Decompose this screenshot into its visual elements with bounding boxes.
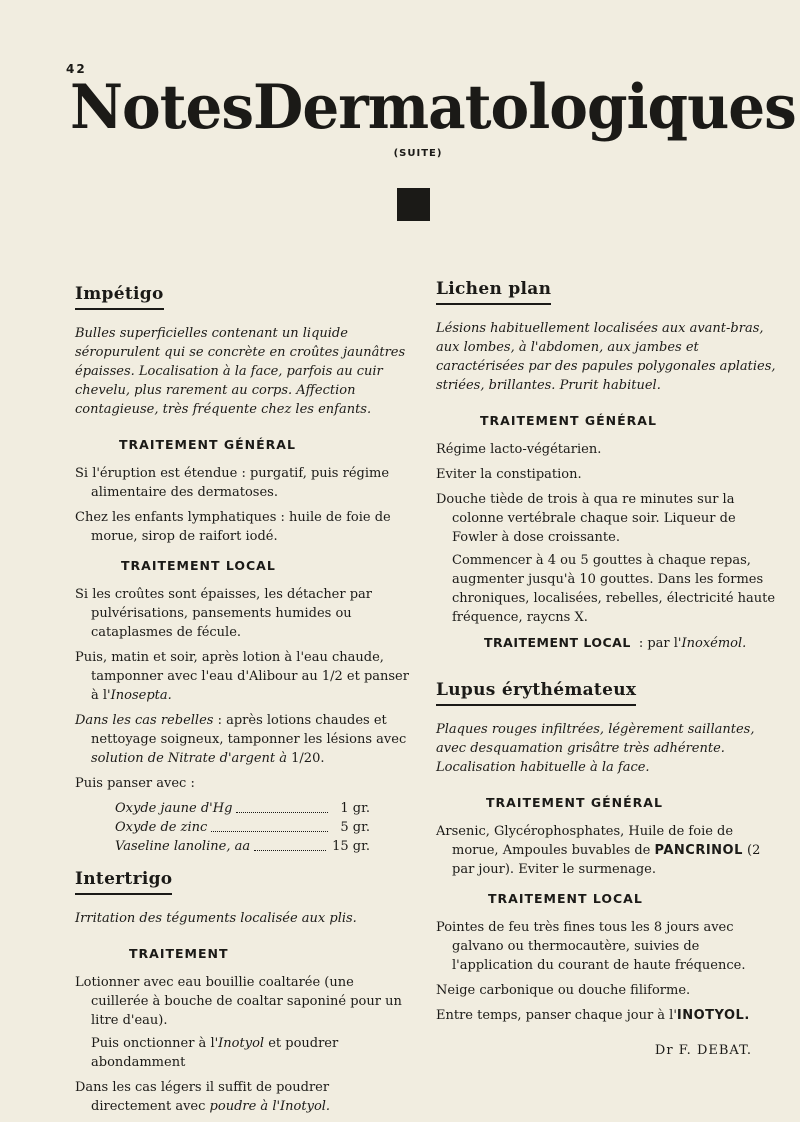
lichen-p3: Douche tiède de trois à qua re minutes sur la colonne vertébrale chaque soir. Liqueur de Fowler à dose croissante.	[436, 492, 736, 545]
inoxemol-name: Inoxémol.	[681, 636, 747, 651]
lichen-local-prefix: : par l'	[638, 636, 682, 651]
lupus-p1-text: Arsenic, Glycérophosphates, Huile de foie de morue, Ampoules buvables de	[436, 824, 734, 858]
recipe-row	[115, 837, 370, 856]
lichen-p1: Régime lacto-végétarien.	[436, 442, 602, 457]
right-column	[436, 280, 776, 1060]
nitrate-solution: solution de Nitrate d'argent à	[91, 751, 288, 766]
intertrigo-p3-text: Dans les cas légers il suffit de poudrer directement avec	[75, 1080, 330, 1114]
section-heading-intertrigo: Intertrigo	[75, 870, 172, 895]
lupus-p4	[436, 1006, 776, 1025]
lichen-local-heading: TRAITEMENT LOCAL	[484, 635, 631, 650]
lupus-p4-text: Entre temps, panser chaque jour à l'	[436, 1008, 677, 1023]
intertrigo-p3	[75, 1078, 410, 1116]
recipe-item: Oxyde de zinc	[115, 820, 208, 835]
recipe-qty: 1 gr.	[340, 801, 370, 816]
impetigo-local-p1: Si les croûtes sont épaisses, les détacher par pulvérisations, pansements humides ou cataplasmes de fécule.	[75, 587, 373, 640]
intertrigo-p1: Lotionner avec eau bouillie coaltarée (une cuillerée à bouche de coaltar saponiné pour un litre d'eau).	[75, 975, 402, 1028]
impetigo-local-p3	[75, 711, 410, 768]
left-column	[75, 285, 410, 1122]
inotyol-brand: INOTYOL.	[676, 1008, 750, 1023]
title-word-notes: Notes	[70, 71, 254, 143]
recipe-row	[115, 818, 370, 837]
recipe-item: Oxyde jaune d'Hg	[115, 801, 233, 816]
leader-dots	[254, 837, 326, 851]
title-word-dermatologiques: Dermatologiques	[253, 71, 796, 143]
lichen-general-heading: TRAITEMENT GÉNÉRAL	[480, 413, 657, 428]
impetigo-local-heading: TRAITEMENT LOCAL	[121, 558, 276, 573]
inosepta-name: Inosepta.	[110, 688, 172, 703]
impetigo-general-heading: TRAITEMENT GÉNÉRAL	[119, 437, 296, 452]
section-heading-lichen: Lichen plan	[436, 280, 551, 305]
lupus-p2: Pointes de feu très fines tous les 8 jours avec galvano ou thermocautère, suivies de l'application du courant de haute fréquence.	[436, 920, 746, 973]
impetigo-general-p2: Chez les enfants lymphatiques : huile de foie de morue, sirop de raifort iodé.	[75, 510, 391, 544]
pancrinol-name: PANCRINOL	[654, 843, 743, 858]
lupus-p3: Neige carbonique ou douche filiforme.	[436, 983, 691, 998]
lupus-general-heading: TRAITEMENT GÉNÉRAL	[486, 795, 663, 810]
recipe-row	[115, 799, 370, 818]
impetigo-intro: Bulles superficielles contenant un liquide séropurulent qui se concrète en croûtes jaunâtres épaisses. Localisation à la face, parfois au cuir chevelu, plus rarement au corps. Affection contagieuse, très fréquente chez les enfants.	[75, 326, 406, 417]
intertrigo-treatment-heading: TRAITEMENT	[129, 946, 229, 961]
spacer	[436, 667, 776, 681]
impetigo-local-p2	[75, 648, 410, 705]
intertrigo-intro: Irritation des téguments localisée aux plis.	[75, 911, 357, 926]
leader-dots	[236, 799, 328, 813]
page-number: 42	[66, 62, 87, 76]
lupus-intro: Plaques rouges infiltrées, légèrement saillantes, avec desquamation grisâtre très adhérente. Localisation habituelle à la face.	[436, 722, 755, 775]
recipe-list	[115, 799, 370, 856]
lichen-intro: Lésions habituellement localisées aux avant-bras, aux lombes, à l'abdomen, aux jambes et caractérisées par des papules polygonales aplaties, striées, brillantes. Prurit habituel.	[436, 321, 776, 393]
lichen-p4: Commencer à 4 ou 5 gouttes à chaque repas, augmenter jusqu'à 10 gouttes. Dans les formes chroniques, localisées, rebelles, électricité haute fréquence, raycns X.	[452, 553, 776, 625]
lichen-local-line	[484, 633, 776, 653]
author-signature: Dr F. DEBAT.	[654, 1043, 752, 1058]
lichen-local-text	[639, 634, 746, 653]
decorative-square	[397, 188, 430, 221]
lupus-local-heading: TRAITEMENT LOCAL	[488, 891, 643, 906]
section-heading-lupus: Lupus érythémateux	[436, 681, 636, 706]
impetigo-local-p2-text: Puis, matin et soir, après lotion à l'eau chaude, tamponner avec l'eau d'Alibour au 1/2 et panser à l'	[75, 650, 409, 703]
recipe-qty: 15 gr.	[332, 839, 370, 854]
subtitle: (SUITE)	[393, 148, 443, 159]
recipe-item: Vaseline lanoline, aa	[115, 839, 251, 854]
impetigo-local-p3-text: : après lotions chaudes et nettoyage soigneux, tamponner les lésions avec	[91, 713, 407, 747]
impetigo-local-p4: Puis panser avec :	[75, 776, 195, 791]
lichen-p2: Eviter la constipation.	[436, 467, 582, 482]
rebel-cases-label: Dans les cas rebelles	[75, 713, 214, 728]
section-heading-impetigo: Impétigo	[75, 285, 164, 310]
intertrigo-p2-rest: et poudrer abondamment	[91, 1036, 339, 1070]
impetigo-general-p1: Si l'éruption est étendue : purgatif, puis régime alimentaire des dermatoses.	[75, 466, 390, 500]
lupus-p1	[436, 822, 776, 879]
page-title	[70, 70, 796, 144]
inotyol-powder: poudre à l'Inotyol.	[209, 1099, 331, 1114]
recipe-qty: 5 gr.	[340, 820, 370, 835]
intertrigo-p2-text: Puis onctionner à l'	[91, 1036, 219, 1051]
intertrigo-p2	[75, 1034, 410, 1072]
nitrate-dose: 1/20.	[287, 751, 325, 766]
inotyol-name: Inotyol	[218, 1036, 265, 1051]
lupus-p1-rest: (2 par jour). Eviter le surmenage.	[452, 843, 761, 877]
leader-dots	[211, 818, 328, 832]
